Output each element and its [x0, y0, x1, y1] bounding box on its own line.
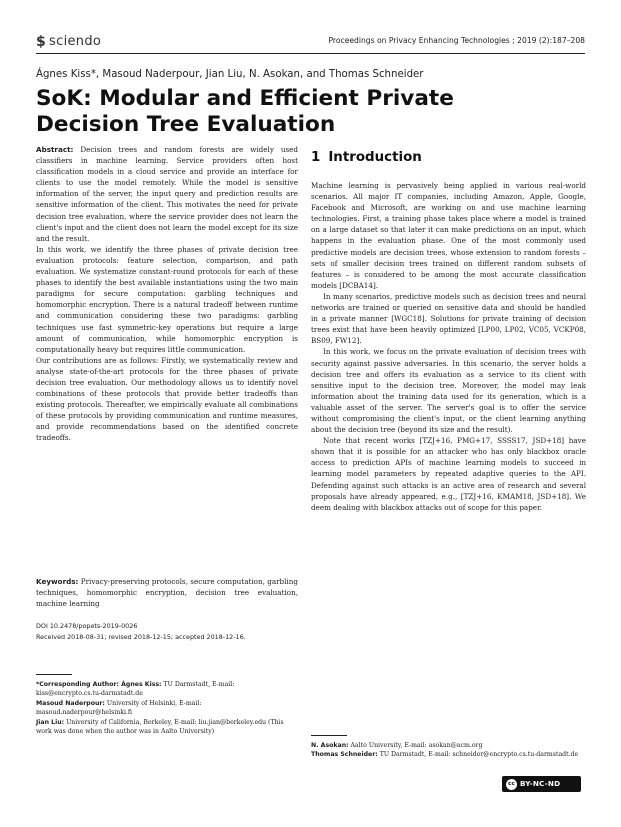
license-label: BY-NC-ND [520, 779, 561, 788]
section-title: Introduction [328, 150, 422, 165]
footnote-author-3 [36, 718, 298, 737]
footnote-author-2 [36, 699, 298, 718]
intro-paragraph-2: In many scenarios, predictive models such as decision trees and neural networks are trained or queried on sensitive data and should be handled in a private manner [WGC18]. Solutions for private training of decision trees exist that have been heavily optimized [LP00, LP02, VC05, VCKP08, BS09, FW12]. [311, 291, 586, 346]
sciendo-logo-icon: $ [36, 34, 47, 50]
footnote-rule-left [36, 674, 72, 675]
footnote-author-5 [311, 750, 586, 759]
creative-commons-icon: cc [506, 779, 517, 790]
footnote-text: University of California, Berkeley, E-mail: liu.jian@berkeley.edu (This work was done when the author was in Aalto University) [36, 718, 284, 736]
footnote-name: *Corresponding Author: Ágnes Kiss: [36, 681, 162, 688]
publisher-name: sciendo [49, 34, 102, 49]
footnote-text: University of Helsinki, E-mail: masoud.naderpour@helsinki.fi [36, 699, 202, 717]
header-rule [36, 53, 585, 54]
abstract-label: Abstract: [36, 145, 74, 154]
received-dates: Received 2018-08-31; revised 2018-12-15; accepted 2018-12-16. [36, 632, 246, 641]
footnote-name: N. Asokan: [311, 742, 349, 749]
author-list: Ágnes Kiss*, Masoud Naderpour, Jian Liu, N. Asokan, and Thomas Schneider [36, 69, 424, 80]
paper-title: SoK: Modular and Efficient Private Decision Tree Evaluation [36, 86, 454, 137]
footnote-text: TU Darmstadt, E-mail: kiss@encrypto.cs.tu-darmstadt.de [36, 681, 235, 698]
publisher-logo [36, 33, 101, 49]
footnote-rule-right [311, 735, 347, 736]
footnotes-right [311, 741, 586, 760]
section-heading [311, 150, 422, 165]
footnote-text: TU Darmstadt, E-mail: schneider@encrypto.cs.tu-darmstadt.de [379, 751, 579, 759]
footnote-corresponding-author [36, 680, 298, 699]
doi: DOI 10.2478/popets-2019-0026 [36, 622, 138, 630]
keywords-label: Keywords: [36, 577, 79, 586]
keywords-text: Privacy-preserving protocols, secure computation, garbling techniques, homomorphic encryption, decision tree evaluation, machine learning [36, 577, 298, 609]
intro-paragraph-1: Machine learning is pervasively being applied in various real-world scenarios. All major IT companies, including Amazon, Apple, Google, Facebook and Microsoft, are working on and use machine learning technologies. First, a training phase takes place where a model is trained on a large dataset so that later it can make predictions on an input, which happens in the evaluation phase. One of the most commonly used predictive models are decision trees, whose extension to random forests – sets of smaller decision trees trained on different random subsets of features – is considered to be among the most accurate classification models [DCBA14]. [311, 181, 586, 290]
intro-paragraph-3: In this work, we focus on the private evaluation of decision trees with security against passive adversaries. In this scenario, the server holds a decision tree and offers its evaluation as a service to its client with sensitive input to the decision tree. Moreover, the model may leak information about the training data used for its generation, which is a valuable asset of the server. The server's goal is to offer the service without compromising the client's input, or the client learning anything about the decision tree (beyond its size and the result). [311, 347, 586, 435]
footnote-name: Masoud Naderpour: [36, 699, 105, 707]
abstract-paragraph-1 [36, 144, 298, 244]
intro-paragraph-4: Note that recent works [TZJ+16, PMG+17, SSSS17, JSD+18] have shown that it is possible for an attacker who has only blackbox oracle access to prediction APIs of machine learning models to succeed in learning model parameters by repeated adaptive queries to the API. Defending against such attacks is an active area of research and several proposals have already appeared, e.g., [TZJ+16, KMAM18, JSD+18]. We deem dealing with blackbox attacks out of scope for this paper. [311, 436, 586, 512]
footnote-text: Aalto University, E-mail: asokan@acm.org [350, 742, 483, 749]
running-title: Proceedings on Privacy Enhancing Technologies ; 2019 (2):187–208 [328, 36, 585, 45]
keywords [36, 576, 298, 609]
abstract-paragraph-2: In this work, we identify the three phases of private decision tree evaluation protocols: feature selection, comparison, and path evaluation. We systematize constant-round protocols for each of these phases to identify the best available instantiations using the two main paradigms for secure computation: garbling techniques and homomorphic encryption. There is a natural tradeoff between runtime and communication considering these two paradigms: garbling techniques use fast symmetric-key operations but require a large amount of communication, while homomorphic encryption is computationally heavy but requires little communication. [36, 244, 298, 354]
publication-info [36, 621, 298, 642]
footnotes-left [36, 680, 298, 736]
page-header [36, 33, 585, 49]
abstract-text-1: Decision trees and random forests are widely used classifiers in machine learning. Service providers often host classification models in a cloud service and provide an interface for clients to use the model remotely. While the model is sensitive information of the server, the input query and prediction results are sensitive information of the client. This motivates the need for private decision tree evaluation, where the service provider does not learn the client's input and the client does not learn the model except for its size and the result. [36, 145, 298, 243]
abstract-paragraph-3: Our contributions are as follows: Firstly, we systematically review and analyse state-of-the-art protocols for the three phases of private decision tree evaluation. Our methodology allows us to identify novel combinations of these protocols that provide better tradeoffs than existing protocols. Thereafter, we empirically evaluate all combinations of these protocols by providing communication and runtime measures, and provide recommendations based on the identified concrete tradeoffs. [36, 355, 298, 443]
footnote-name: Jian Liu: [36, 718, 65, 726]
section-number: 1 [311, 150, 321, 165]
footnote-name: Thomas Schneider: [311, 751, 378, 759]
footnote-author-4 [311, 741, 586, 750]
abstract [36, 144, 298, 444]
introduction-body [311, 180, 586, 513]
cc-license-badge[interactable] [502, 776, 581, 792]
